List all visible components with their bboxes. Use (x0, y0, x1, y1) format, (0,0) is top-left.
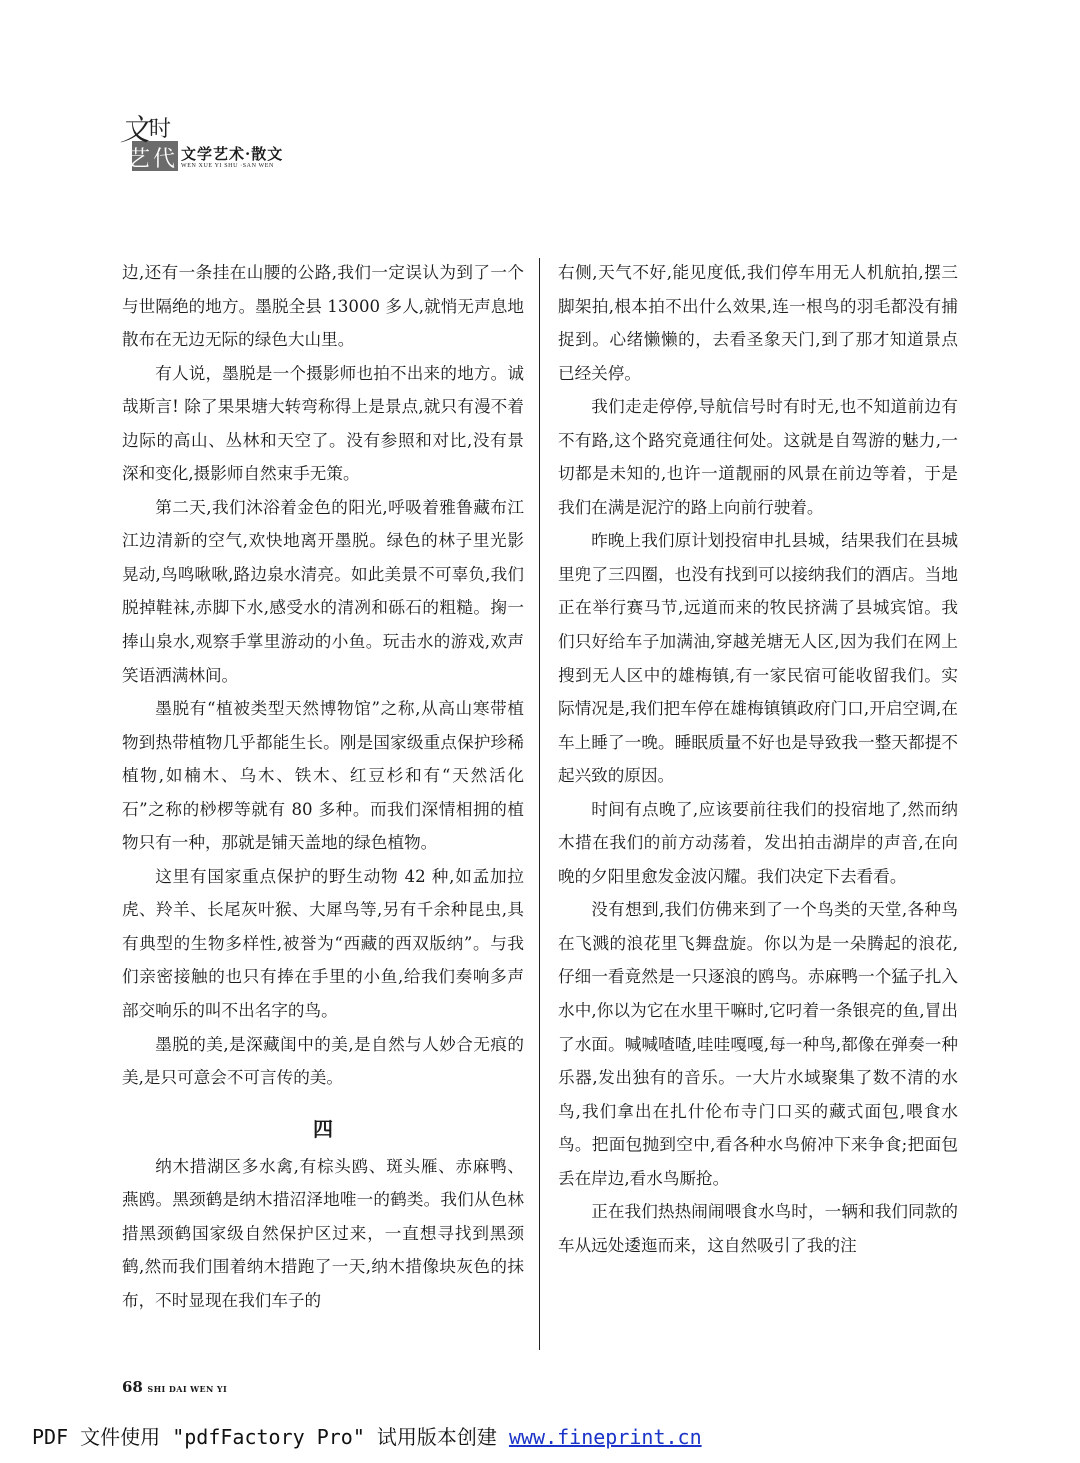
magazine-logo (118, 110, 178, 172)
svg-text:时: 时 (149, 117, 172, 142)
left-column (122, 256, 524, 1317)
page-number: 68 (122, 1378, 143, 1396)
watermark-text: PDF 文件使用 "pdfFactory Pro" 试用版本创建 (32, 1425, 509, 1449)
section-pinyin: WEN XUE YI SHU ·SAN WEN (181, 163, 274, 169)
section-header (181, 146, 283, 171)
paragraph: 右侧,天气不好,能见度低,我们停车用无人机航拍,摆三脚架拍,根本拍不出什么效果,连一根鸟的羽毛都没有捕捉到。心绪懒懒的，去看圣象天门,到了那才知道景点已经关停。 (558, 263, 958, 383)
paragraph: 我们走走停停,导航信号时有时无,也不知道前边有不有路,这个路究竟通往何处。这就是自驾游的魅力,一切都是未知的,也许一道靓丽的风景在前边等着，于是我们在满是泥泞的路上向前行驶着。 (558, 397, 958, 517)
column-divider (539, 258, 540, 1350)
paragraph: 昨晚上我们原计划投宿申扎县城，结果我们在县城里兜了三四圈，也没有找到可以接纳我们的酒店。当地正在举行赛马节,远道而来的牧民挤满了县城宾馆。我们只好给车子加满油,穿越羌塘无人区,因为我们在网上搜到无人区中的雄梅镇,有一家民宿可能收留我们。实际情况是,我们把车停在雄梅镇镇政府门口,开启空调,在车上睡了一晚。睡眠质量不好也是导致我一整天都提不起兴致的原因。 (558, 531, 958, 786)
svg-text:代: 代 (153, 147, 176, 172)
paragraph: 墨脱有“植被类型天然博物馆”之称,从高山寒带植物到热带植物几乎都能生长。刚是国家级重点保护珍稀植物,如楠木、乌木、铁木、红豆杉和有“天然活化石”之称的桫椤等就有 80 多种。而我们深情相拥的植物只有一种，那就是铺天盖地的绿色植物。 (122, 699, 524, 853)
paragraph: 正在我们热热闹闹喂食水鸟时，一辆和我们同款的车从远处逶迤而来，这自然吸引了我的注 (558, 1202, 958, 1255)
paragraph: 有人说，墨脱是一个摄影师也拍不出来的地方。诚哉斯言! 除了果果塘大转弯称得上是景点,就只有漫不着边际的高山、丛林和天空了。没有参照和对比,没有景深和变化,摄影师自然束手无策。 (122, 363, 524, 484)
svg-text:文: 文 (120, 113, 150, 148)
right-column (558, 256, 958, 1262)
section-heading: 四 (313, 1116, 333, 1141)
paragraph: 墨脱的美,是深藏闺中的美,是自然与人妙合无痕的美,是只可意会不可言传的美。 (122, 1034, 524, 1088)
paragraph: 第二天,我们沐浴着金色的阳光,呼吸着雅鲁藏布江江边清新的空气,欢快地离开墨脱。绿色的林子里光影晃动,鸟鸣啾啾,路边泉水清亮。如此美景不可辜负,我们脱掉鞋袜,赤脚下水,感受水的清冽和砾石的粗糙。掬一捧山泉水,观察手掌里游动的小鱼。玩击水的游戏,欢声笑语洒满林间。 (122, 497, 524, 685)
page-label: SHI DAI WEN YI (147, 1384, 228, 1394)
paragraph: 纳木措湖区多水禽,有棕头鸥、斑头雁、赤麻鸭、燕鸥。黑颈鹤是纳木措沼泽地唯一的鹤类。我们从色林措黑颈鹤国家级自然保护区过来，一直想寻找到黑颈鹤,然而我们围着纳木措跑了一天,纳木措像块灰色的抹布，不时显现在我们车子的 (122, 1156, 524, 1310)
section-title: 文学艺术·散文 (181, 145, 284, 163)
paragraph: 这里有国家重点保护的野生动物 42 种,如孟加拉虎、羚羊、长尾灰叶猴、大犀鸟等,另有千余种昆虫,具有典型的生物多样性,被誉为“西藏的西双版纳”。与我们亲密接触的也只有捧在手里的小鱼,给我们奏响多声部交响乐的叫不出名字的鸟。 (122, 866, 524, 1021)
watermark-link[interactable]: www.fineprint.cn (508, 1425, 702, 1449)
paragraph: 没有想到,我们仿佛来到了一个鸟类的天堂,各种鸟在飞溅的浪花里飞舞盘旋。你以为是一朵腾起的浪花,仔细一看竟然是一只逐浪的鸥鸟。赤麻鸭一个猛子扎入水中,你以为它在水里干嘛时,它叼着一条银亮的鱼,冒出了水面。喊喊喳喳,哇哇嘎嘎,每一种鸟,都像在弹奏一种乐器,发出独有的音乐。一大片水域聚集了数不清的水鸟,我们拿出在扎什伦布寺门口买的藏式面包,喂食水鸟。把面包抛到空中,看各种水鸟俯冲下来争食;把面包丢在岸边,看水鸟厮抢。 (558, 900, 958, 1188)
paragraph: 时间有点晚了,应该要前往我们的投宿地了,然而纳木措在我们的前方动荡着，发出拍击湖岸的声音,在向晚的夕阳里愈发金波闪耀。我们决定下去看看。 (558, 799, 958, 886)
paragraph: 边,还有一条挂在山腰的公路,我们一定误认为到了一个与世隔绝的地方。墨脱全县 13000 多人,就悄无声息地散布在无边无际的绿色大山里。 (122, 263, 524, 350)
page-footer (122, 1378, 227, 1396)
svg-text:艺: 艺 (128, 147, 151, 172)
pdf-watermark (32, 1421, 702, 1450)
